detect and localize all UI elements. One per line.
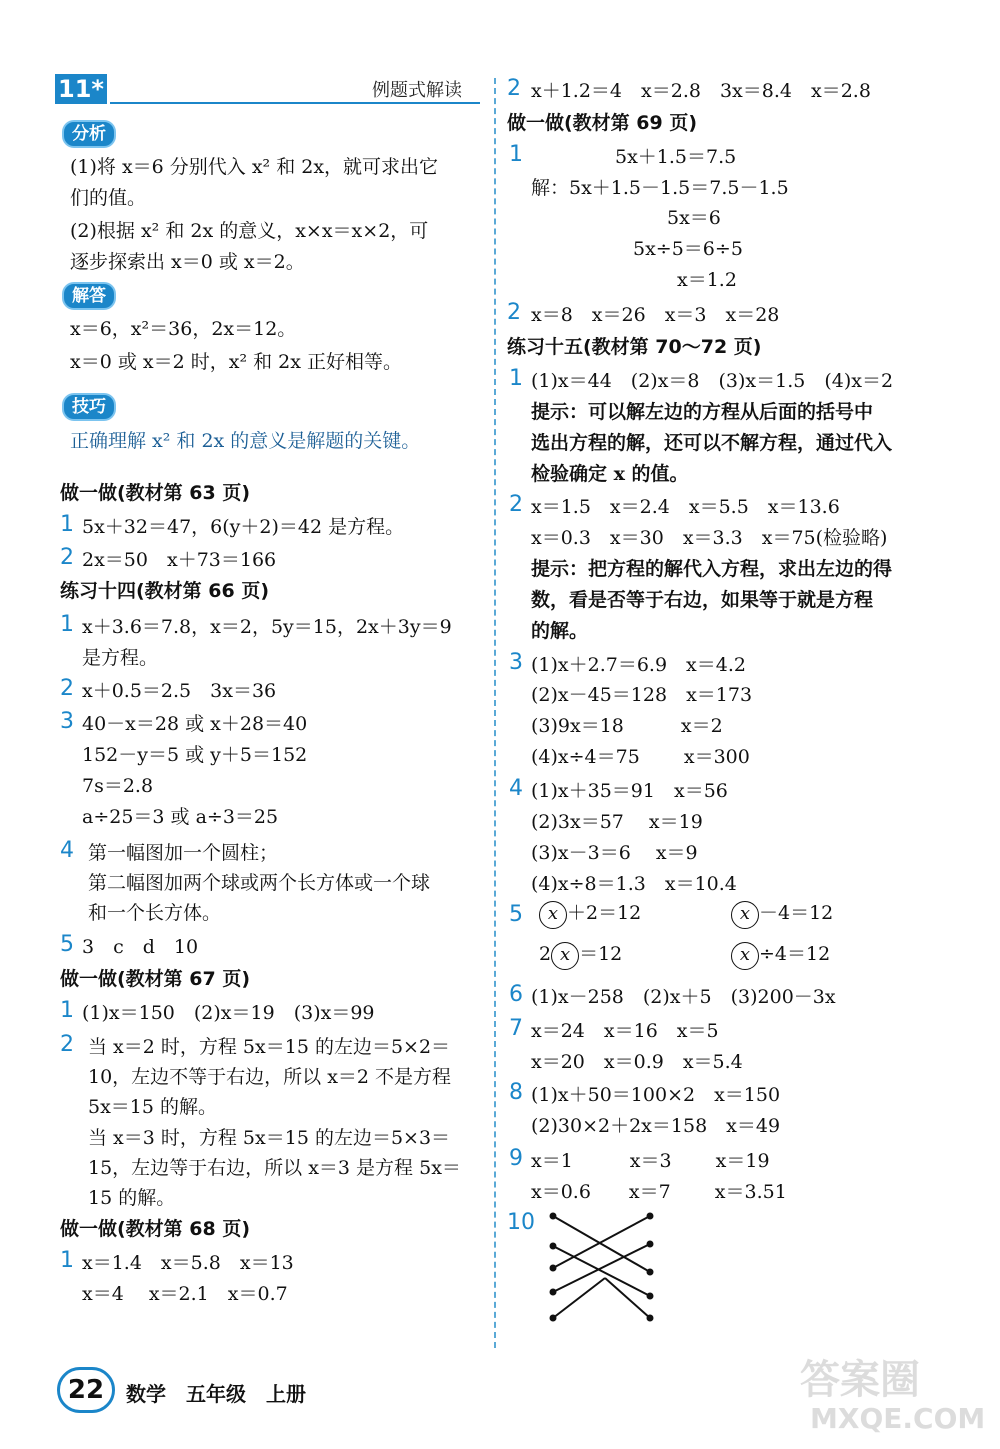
column-divider [494,78,496,1348]
item-number: 1 [60,1248,74,1273]
match-line [553,1246,650,1296]
section-title: 做一做(教材第 67 页) [60,968,251,990]
analysis-line: 逐步探索出 x＝0 或 x＝2。 [70,251,305,273]
item-text: (2)30×2＋2x＝158 x＝49 [531,1115,781,1137]
circled-equation [539,900,641,929]
hint-line: 提示：可以解左边的方程从后面的括号中 [531,401,874,423]
circled-variable: x [551,942,579,970]
item-text: (1)x＋35＝91 x＝56 [531,780,728,802]
circled-equation [539,941,622,970]
analysis-line: (2)根据 x² 和 2x 的意义，x×x＝x×2，可 [70,220,429,242]
footer-book-title: 数学 五年级 上册 [126,1382,306,1406]
item-number: 9 [509,1146,523,1171]
item-text: x＝0.6 x＝7 x＝3.51 [531,1181,787,1203]
item-text: x＝8 x＝26 x＝3 x＝28 [531,304,780,326]
item-text: 2x＝50 x＋73＝166 [82,549,277,571]
right-dot [648,1242,653,1247]
item-number: 6 [509,982,523,1007]
circled-variable: x [731,901,759,929]
item-number: 2 [507,300,521,325]
hint-line: 选出方程的解，还可以不解方程，通过代入 [531,432,893,454]
hint-line: 数，看是否等于右边，如果等于就是方程 [531,589,874,611]
right-dot [648,1214,653,1219]
circled-variable: x [731,942,759,970]
item-text: 第一幅图加一个圆柱； [88,842,279,864]
circled-equation [731,941,830,970]
matching-lines-diagram [545,1210,665,1326]
equation-rest: ÷4＝12 [759,943,831,965]
section-title: 做一做(教材第 68 页) [60,1218,251,1240]
item-number: 2 [60,1032,74,1057]
equation-rest: －4＝12 [759,902,834,924]
item-text: 和一个长方体。 [88,902,222,924]
left-dot [551,1266,556,1271]
answer-line: x＝0 或 x＝2 时，x² 和 2x 正好相等。 [70,351,402,373]
item-text: 第二幅图加两个球或两个长方体或一个球 [88,872,431,894]
item-text: x＝20 x＝0.9 x＝5.4 [531,1051,743,1073]
circled-equation [731,900,833,929]
item-number: 7 [509,1016,523,1041]
watermark-logo: 答案圈 [800,1357,920,1403]
item-text: x＝1.2 [677,269,737,291]
item-text: x＋0.5＝2.5 3x＝36 [82,680,277,702]
tip-line: 正确理解 x² 和 2x 的意义是解题的关键。 [70,430,421,452]
item-text: 解：5x＋1.5－1.5＝7.5－1.5 [531,177,789,199]
item-number: 2 [60,545,74,570]
analysis-badge: 分析 [62,120,116,148]
item-text: 15，左边等于右边，所以 x＝3 是方程 5x＝ [88,1157,461,1179]
item-text: 5x＋1.5＝7.5 [615,146,737,168]
right-dot [648,1294,653,1299]
item-text: x＝1.5 x＝2.4 x＝5.5 x＝13.6 [531,496,840,518]
item-number: 1 [509,142,523,167]
item-number: 10 [507,1210,535,1235]
header-rule [110,102,480,104]
item-text: (2)x－45＝128 x＝173 [531,684,753,706]
header-title: 例题式解读 [372,80,462,101]
item-text: 152－y＝5 或 y＋5＝152 [82,744,308,766]
item-number: 1 [60,612,74,637]
equation-rest: ＝12 [579,943,623,965]
item-number: 4 [509,776,523,801]
answer-badge: 解答 [62,282,116,310]
item-text: x＝24 x＝16 x＝5 [531,1020,719,1042]
analysis-line: (1)将 x＝6 分别代入 x² 和 2x，就可求出它 [70,156,439,178]
item-number: 2 [60,676,74,701]
answer-line: x＝6，x²＝36，2x＝12。 [70,318,297,340]
right-dot [648,1270,653,1275]
watermark-url: MXQE.COM [810,1402,986,1435]
hint-line: 提示：把方程的解代入方程，求出左边的得 [531,558,893,580]
match-line [553,1244,650,1292]
item-number: 1 [60,512,74,537]
tip-badge: 技巧 [62,393,116,421]
hint-line: 的解。 [531,620,589,642]
item-text: 3 c d 10 [82,936,199,958]
match-line [553,1278,605,1318]
item-text: 当 x＝2 时，方程 5x＝15 的左边＝5×2＝ [88,1036,451,1058]
item-number: 2 [509,492,523,517]
item-text: (2)3x＝57 x＝19 [531,811,703,833]
left-dot [551,1316,556,1321]
item-text: 7s＝2.8 [82,775,154,797]
item-number: 5 [60,932,74,957]
analysis-line: 们的值。 [70,187,147,209]
item-text: x＝1.4 x＝5.8 x＝13 [82,1252,294,1274]
item-text: 当 x＝3 时，方程 5x＝15 的左边＝5×3＝ [88,1127,451,1149]
item-text: 40－x＝28 或 x＋28＝40 [82,713,308,735]
section-title: 练习十四(教材第 66 页) [60,580,270,602]
equation-prefix: 2 [539,943,552,965]
section-title: 做一做(教材第 69 页) [507,112,698,134]
item-number: 2 [507,76,521,101]
section-title: 练习十五(教材第 70～72 页) [507,336,762,358]
item-text: x＝4 x＝2.1 x＝0.7 [82,1283,288,1305]
item-text: x＋1.2＝4 x＝2.8 3x＝8.4 x＝2.8 [531,80,871,102]
item-text: 5x＝15 的解。 [88,1096,218,1118]
item-text: 10，左边不等于右边，所以 x＝2 不是方程 [88,1066,452,1088]
left-dot [551,1244,556,1249]
page-number: 22 [57,1367,115,1413]
item-text: a÷25＝3 或 a÷3＝25 [82,806,279,828]
item-text: (1)x＝150 (2)x＝19 (3)x＝99 [82,1002,375,1024]
item-number: 1 [60,998,74,1023]
item-text: (1)x＝44 (2)x＝8 (3)x＝1.5 (4)x＝2 [531,370,894,392]
item-number: 8 [509,1080,523,1105]
circled-variable: x [539,901,567,929]
hint-line: 检验确定 x 的值。 [531,463,689,485]
item-text: 15 的解。 [88,1187,176,1209]
item-text: x＝1 x＝3 x＝19 [531,1150,770,1172]
right-dot [648,1316,653,1321]
left-dot [551,1214,556,1219]
item-text: x＋3.6＝7.8，x＝2，5y＝15，2x＋3y＝9 [82,616,452,638]
item-text: (1)x＋50＝100×2 x＝150 [531,1084,781,1106]
section-tag: 11* [55,74,107,104]
item-text: (1)x－258 (2)x＋5 (3)200－3x [531,986,836,1008]
item-text: (3)9x＝18 x＝2 [531,715,723,737]
left-dot [551,1290,556,1295]
item-text: (4)x÷8＝1.3 x＝10.4 [531,873,737,895]
item-text: (1)x＋2.7＝6.9 x＝4.2 [531,654,746,676]
item-number: 3 [60,709,74,734]
item-text: (4)x÷4＝75 x＝300 [531,746,750,768]
item-text: 5x＝6 [667,207,721,229]
item-text: 5x＋32＝47，6(y＋2)＝42 是方程。 [82,516,405,538]
item-text: 是方程。 [82,647,159,669]
item-number: 1 [509,366,523,391]
item-number: 5 [509,902,523,927]
item-number: 4 [60,838,74,863]
equation-rest: ＋2＝12 [567,902,642,924]
item-text: x＝0.3 x＝30 x＝3.3 x＝75(检验略) [531,527,888,549]
item-text: 5x÷5＝6÷5 [633,238,743,260]
item-number: 3 [509,650,523,675]
section-title: 做一做(教材第 63 页) [60,482,251,504]
item-text: (3)x－3＝6 x＝9 [531,842,698,864]
